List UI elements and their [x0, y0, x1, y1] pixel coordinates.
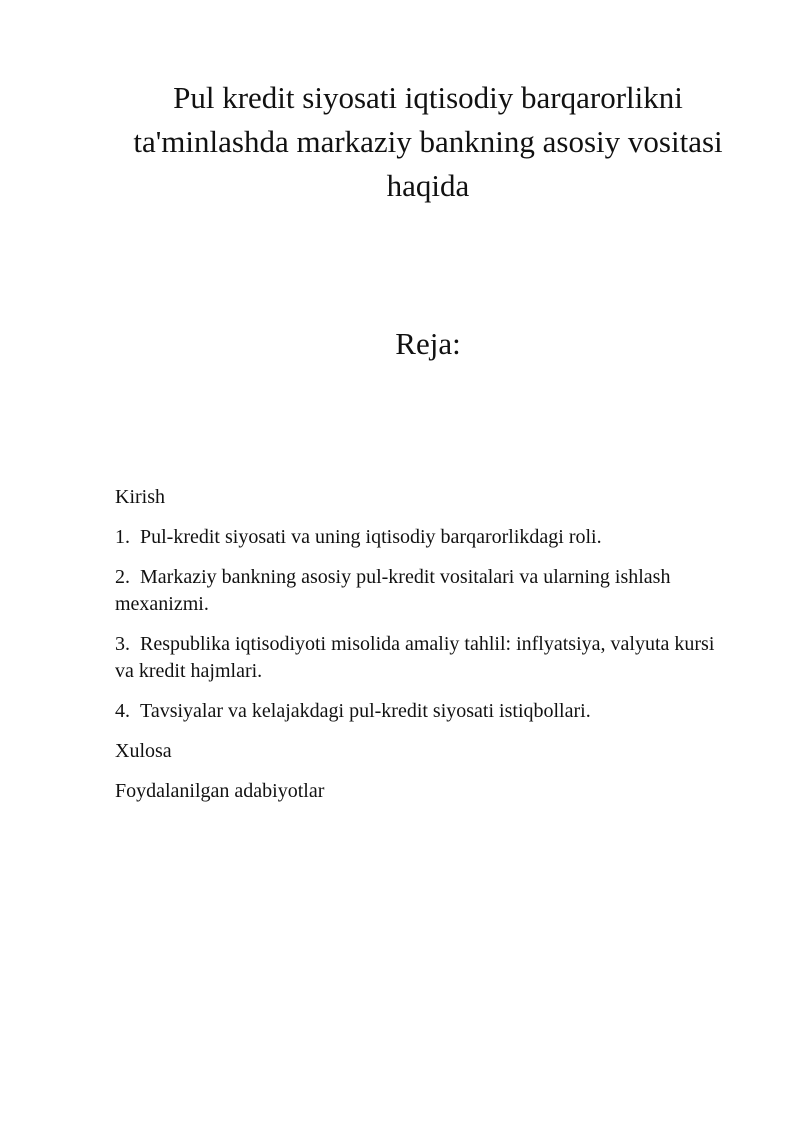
plan-list: [115, 484, 735, 818]
plan-item-text: Pul-kredit siyosati va uning iqtisodiy barqarorlikdagi roli.: [140, 526, 602, 548]
plan-item-text: Tavsiyalar va kelajakdagi pul-kredit siyosati istiqbollari.: [140, 700, 591, 722]
plan-item: [115, 631, 735, 685]
plan-item-number: 4.: [115, 700, 130, 722]
plan-item-number: 1.: [115, 526, 130, 548]
plan-item: [115, 524, 735, 551]
plan-item-text: Markaziy bankning asosiy pul-kredit vositalari va ularning ishlash mexanizmi.: [115, 566, 671, 615]
plan-item-text: Respublika iqtisodiyoti misolida amaliy tahlil: inflyatsiya, valyuta kursi va kredit hajmlari.: [115, 633, 715, 682]
plan-item: [115, 778, 735, 805]
plan-item-text: Foydalanilgan adabiyotlar: [115, 780, 325, 802]
plan-item: [115, 698, 735, 725]
plan-item-text: Xulosa: [115, 740, 172, 762]
plan-item-number: 2.: [115, 566, 130, 588]
plan-item-text: Kirish: [115, 486, 165, 508]
plan-heading: Reja:: [395, 326, 461, 361]
plan-item-number: 3.: [115, 633, 130, 655]
plan-item: [115, 738, 735, 765]
plan-item: [115, 484, 735, 511]
plan-item: [115, 564, 735, 618]
document-title: Pul kredit siyosati iqtisodiy barqarorlikni ta'minlashda markaziy bankning asosiy vositasi haqida: [133, 80, 723, 203]
